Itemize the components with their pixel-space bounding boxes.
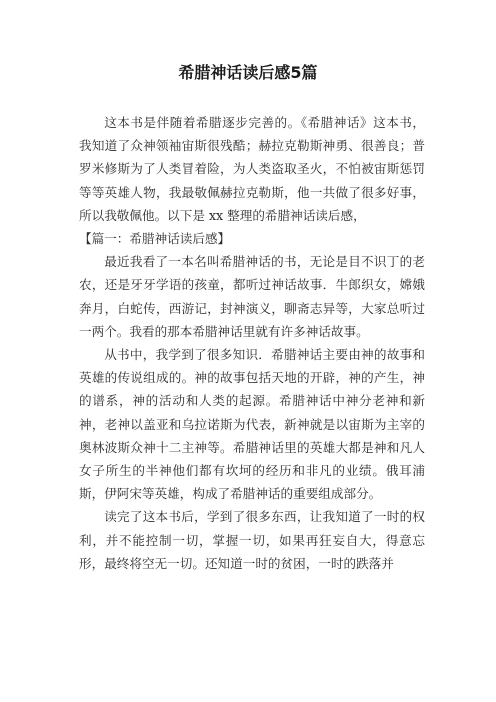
body-paragraph-3: 读完了这本书后，学到了很多东西，让我知道了一时的权利，并不能控制一切，掌握一切，如果再狂妄自大，得意忘形，最终将空无一切。还知道一时的贫困，一时的跌落并 [79, 509, 425, 571]
section-heading: 【篇一：希腊神话读后感】 [79, 231, 231, 247]
intro-paragraph: 这本书是伴随着希腊逐步完善的。《希腊神话》这本书，我知道了众神领袖宙斯很残酷；赫拉克勒斯神勇、很善良；普罗米修斯为了人类冒着险，为人类盗取圣火，不怕被宙斯惩罚等等英雄人物，我最敬佩赫拉克勒斯，他一共做了很多好事，所以我敬佩他。以下是 xx 整理的希腊神话读后感， [79, 115, 425, 223]
document-body [79, 111, 425, 575]
body-paragraph-1: 最近我看了一本名叫希腊神话的书，无论是目不识丁的老农，还是牙牙学语的孩童，都听过神话故事．牛郎织女，嫦娥奔月，白蛇传，西游记，封神演义，聊斋志异等，大家总听过一两个。我看的那本希腊神话里就有许多神话故事。 [79, 254, 425, 339]
body-paragraph-2: 从书中，我学到了很多知识．希腊神话主要由神的故事和英雄的传说组成的。神的故事包括天地的开辟，神的产生，神的谱系，神的活动和人类的起源。希腊神话中神分老神和新神，老神以盖亚和乌拉诺斯为代表，新神就是以宙斯为主宰的奥林波斯众神十二主神等。希腊神话里的英雄大都是神和凡人女子所生的半神他们都有坎坷的经历和非凡的业绩。俄耳浦斯，伊阿宋等英雄，构成了希腊神话的重要组成部分。 [79, 347, 425, 502]
document-title: 希腊神话读后感5篇 [178, 63, 318, 82]
